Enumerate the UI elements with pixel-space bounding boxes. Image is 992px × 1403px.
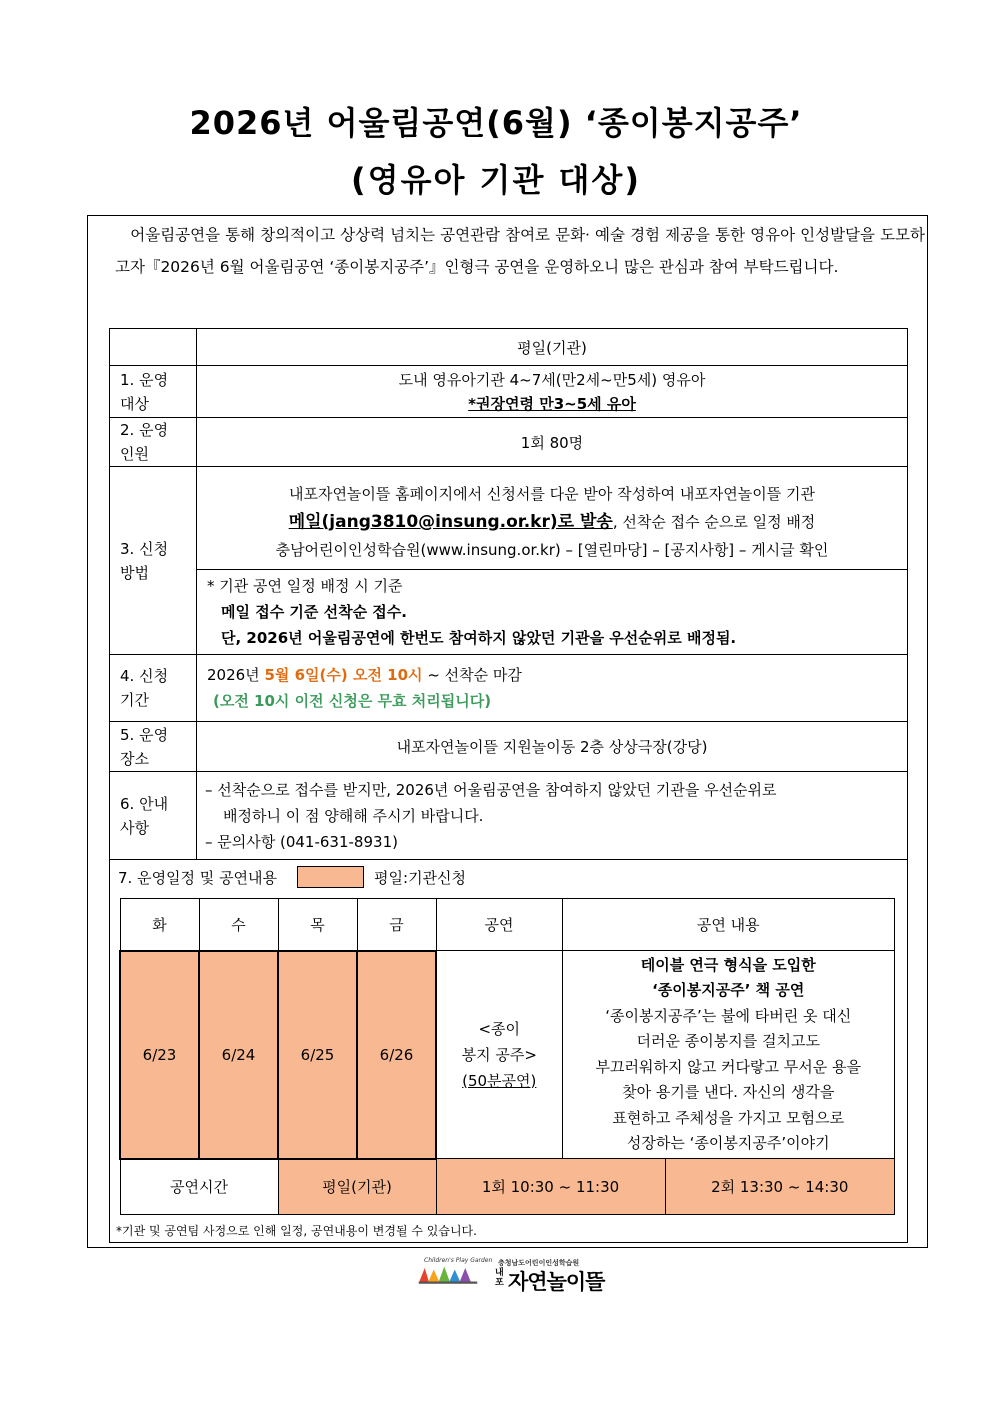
date-cell: 6/25 — [278, 951, 357, 1159]
time-type: 평일(기관) — [278, 1159, 436, 1215]
label-target: 1. 운영 대상 — [110, 366, 197, 418]
header-tue: 화 — [120, 899, 199, 951]
apply-start-date: 5월 6일(수) 오전 10시 — [264, 666, 423, 684]
content-title-2: ‘종이봉지공주’ 책 공연 — [652, 981, 805, 999]
logo-org: 충청남도어린이인성학습원 — [498, 1259, 580, 1267]
recommended-age: *권장연령 만3~5세 유아 — [468, 394, 636, 413]
logo-name: 자연놀이뜰 — [508, 1270, 605, 1294]
time-label: 공연시간 — [120, 1159, 278, 1215]
footnote: *기관 및 공연팀 사정으로 인해 일정, 공연내용이 변경될 수 있습니다. — [116, 1224, 477, 1238]
note-line-1: * 기관 공연 일정 배정 시 기준 — [207, 577, 403, 595]
apply-line-3: 충남어린이인성학습원(www.insung.or.kr) – [열린마당] – [공지사항] – 게시글 확인 — [275, 541, 829, 559]
schedule-table — [119, 898, 895, 1215]
page-subtitle: (영유아 기관 대상) — [351, 161, 641, 199]
invalid-note: (오전 10시 이전 신청은 무효 처리됩니다) — [213, 692, 492, 710]
intro-paragraph: 어울림공연을 통해 창의적이고 상상력 넘치는 공연관람 참여로 문화· 예술 경험 제공을 통한 영유아 인성발달을 도모하고자『2026년 6월 어울림공연 ‘종이봉지공주’』인형극 공연을 운영하오니 많은 관심과 참여 부탁드립니다. — [115, 226, 925, 276]
notice-cell — [197, 772, 908, 860]
content-title-1: 테이블 연극 형식을 도입한 — [640, 955, 816, 974]
logo-vertical: 내포 — [495, 1268, 504, 1288]
logo-tagline: Children's Play Garden — [424, 1257, 493, 1264]
label-venue: 5. 운영 장소 — [110, 722, 197, 772]
notice-line-2: 배정하니 이 점 양해해 주시기 바랍니다. — [223, 806, 484, 825]
show-content-cell: 테이블 연극 형식을 도입한 ‘종이봉지공주’ 책 공연 ‘종이봉지공주’는 불에 타버린 옷 대신 더러운 종이봉지를 걸치고도 부끄러워하지 않고 커다랗고 무서운 용을 찾아 용기를 낸다. 자신의 생각을 표현하고 주체성을 가지고 모험으로 성장하는 ‘종이봉지공주’이야기 — [562, 951, 895, 1159]
label-apply-method: 3. 신청 방법 — [110, 467, 197, 655]
logo-icon — [406, 1262, 496, 1292]
target-cell — [197, 366, 908, 418]
apply-note-cell — [197, 570, 908, 655]
session-1-time: 1회 10:30 ~ 11:30 — [437, 1159, 666, 1214]
apply-period-cell: 2026년 5월 6일(수) 오전 10시 ~ 선착순 마감 (오전 10시 이전 신청은 무효 처리됩니다) — [197, 655, 908, 722]
mail-address-link[interactable]: 메일(jang3810@insung.or.kr)로 발송 — [288, 512, 613, 532]
apply-line-2: 메일(jang3810@insung.or.kr)로 발송, 선착순 접수 순으로 일정 배정 — [288, 512, 816, 532]
capacity-value: 1회 80명 — [197, 418, 908, 467]
label-capacity: 2. 운영 인원 — [110, 418, 197, 467]
note-line-2: 메일 접수 기준 선착순 접수. — [221, 603, 407, 621]
legend-swatch — [297, 866, 364, 888]
label-notice: 6. 안내 사항 — [110, 772, 197, 860]
apply-method-cell — [197, 467, 908, 570]
venue-value: 내포자연놀이뜰 지원놀이동 2층 상상극장(강당) — [197, 722, 908, 772]
note-line-3: 단, 2026년 어울림공연에 한번도 참여하지 않았던 기관을 우선순위로 배정됨. — [221, 629, 737, 647]
header-fri: 금 — [357, 899, 436, 951]
date-cell: 6/26 — [357, 951, 436, 1159]
session-2-time: 2회 13:30 ~ 14:30 — [666, 1159, 895, 1214]
page-title: 2026년 어울림공연(6월) ‘종이봉지공주’ — [189, 104, 803, 142]
date-cell: 6/23 — [120, 951, 199, 1159]
date-cell: 6/24 — [199, 951, 278, 1159]
apply-line-1: 내포자연놀이뜰 홈페이지에서 신청서를 다운 받아 작성하여 내포자연놀이뜰 기관 — [288, 485, 816, 503]
notice-line-3: – 문의사항 (041-631-8931) — [205, 832, 398, 851]
notice-line-1: – 선착순으로 접수를 받지만, 2026년 어울림공연을 참여하지 않았던 기관을 우선순위로 — [205, 780, 777, 799]
info-table — [109, 328, 908, 860]
label-apply-period: 4. 신청 기간 — [110, 655, 197, 722]
header-content: 공연 내용 — [562, 899, 895, 951]
header-show: 공연 — [436, 899, 562, 951]
schedule-heading: 7. 운영일정 및 공연내용 평일:기관신청 — [118, 866, 466, 888]
header-thu: 목 — [278, 899, 357, 951]
header-weekday: 평일(기관) — [197, 329, 908, 366]
legend-label: 평일:기관신청 — [374, 868, 467, 887]
target-line: 도내 영유아기관 4~7세(만2세~만5세) 영유아 — [398, 370, 706, 389]
header-wed: 수 — [199, 899, 278, 951]
show-cell: <종이 봉지 공주> (50분공연) — [436, 951, 562, 1159]
